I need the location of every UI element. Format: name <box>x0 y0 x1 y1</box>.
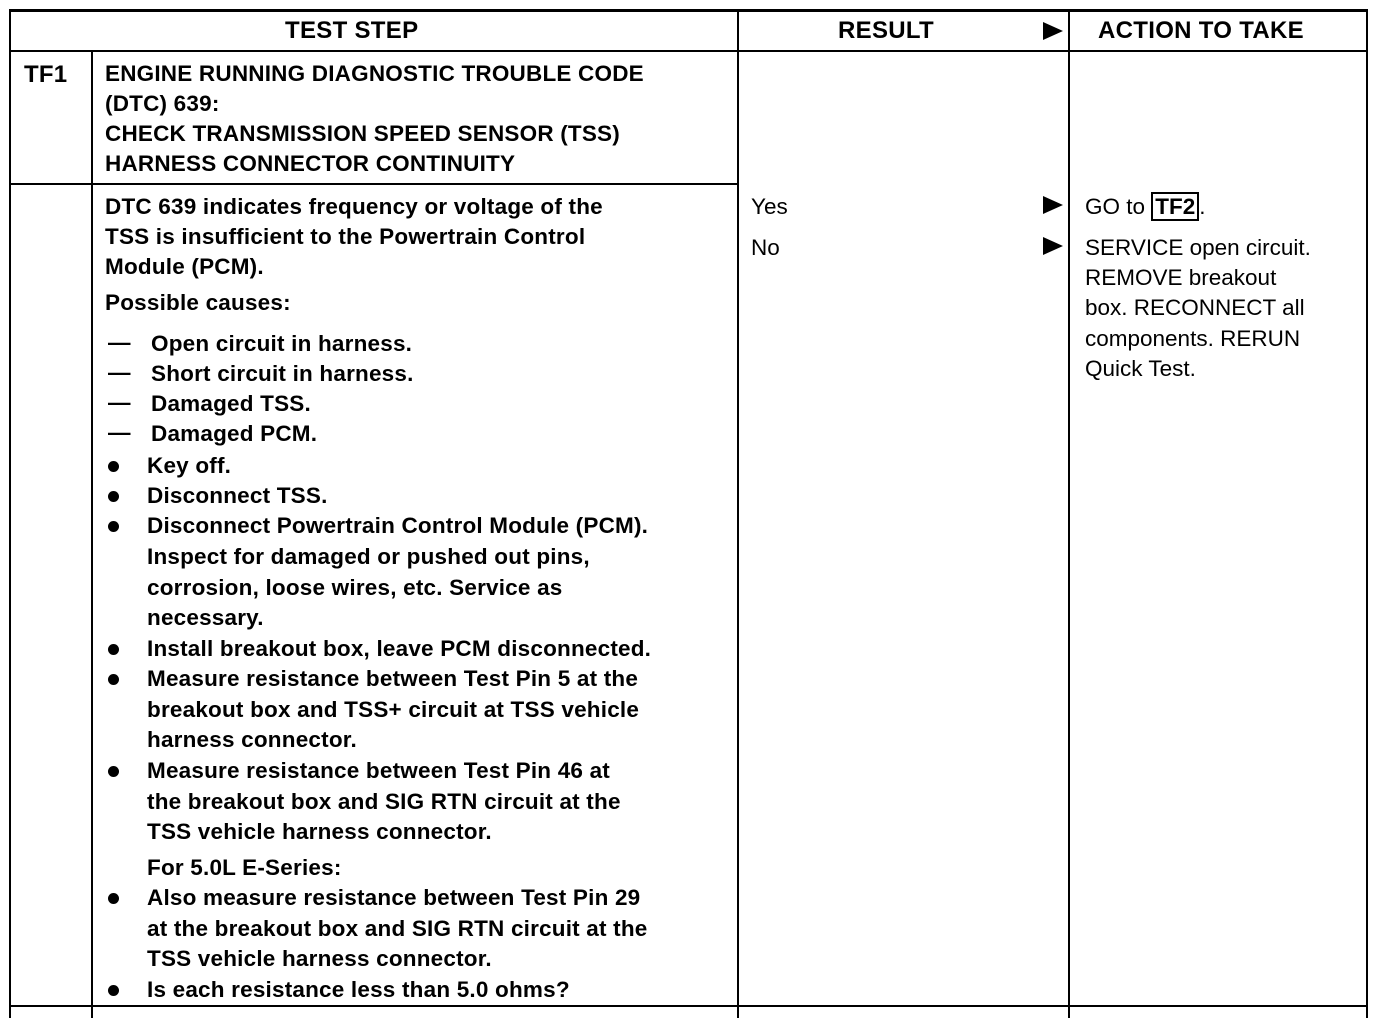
dash-icon: — <box>108 390 131 415</box>
bullet-line: harness connector. <box>147 727 357 752</box>
header-test-step: TEST STEP <box>285 17 419 44</box>
action-yes-suffix: . <box>1199 194 1206 219</box>
table-top-border <box>9 9 1368 12</box>
bullet-line: Is each resistance less than 5.0 ohms? <box>147 977 570 1002</box>
bullet-line: TSS vehicle harness connector. <box>147 946 492 971</box>
bullet-icon <box>108 521 119 532</box>
action-column-divider <box>1068 9 1070 1018</box>
header-arrow-icon <box>1043 22 1063 40</box>
header-action-to-take: ACTION TO TAKE <box>1098 17 1304 44</box>
description-line: TSS is insufficient to the Powertrain Control <box>105 224 586 249</box>
action-no-line: box. RECONNECT all <box>1085 295 1305 320</box>
title-bottom-border <box>9 183 737 185</box>
step-title-line: ENGINE RUNNING DIAGNOSTIC TROUBLE CODE <box>105 61 644 86</box>
bullet-line: TSS vehicle harness connector. <box>147 819 492 844</box>
result-column-divider <box>737 9 739 1018</box>
bullet-icon <box>108 491 119 502</box>
bullet-line: the breakout box and SIG RTN circuit at the <box>147 789 621 814</box>
table-right-border <box>1366 9 1368 1018</box>
description-line: DTC 639 indicates frequency or voltage of the <box>105 194 603 219</box>
header-bottom-border <box>9 50 1368 52</box>
bullet-line: Disconnect Powertrain Control Module (PCM). <box>147 513 649 538</box>
action-yes-prefix: GO to <box>1085 194 1152 219</box>
step-title-line: (DTC) 639: <box>105 91 220 116</box>
bullet-icon <box>108 766 119 777</box>
action-no-line: SERVICE open circuit. <box>1085 235 1311 260</box>
cause-item: Damaged TSS. <box>151 391 311 416</box>
result-no-label: No <box>751 235 780 260</box>
bullet-line: Also measure resistance between Test Pin 29 <box>147 885 641 910</box>
header-result: RESULT <box>838 17 935 44</box>
bullet-icon <box>108 644 119 655</box>
bullet-line: necessary. <box>147 605 264 630</box>
step-reference-tf2[interactable]: TF2 <box>1151 192 1199 221</box>
bullet-line: Key off. <box>147 453 232 478</box>
bullet-line: Install breakout box, leave PCM disconnected. <box>147 636 652 661</box>
action-no-line: REMOVE breakout <box>1085 265 1277 290</box>
step-id-divider <box>91 50 93 1018</box>
bullet-line: Disconnect TSS. <box>147 483 328 508</box>
step-id: TF1 <box>24 61 68 88</box>
bullet-line: breakout box and TSS+ circuit at TSS vehicle <box>147 697 640 722</box>
dash-icon: — <box>108 360 131 385</box>
action-yes <box>1085 192 1206 223</box>
bullet-icon <box>108 461 119 472</box>
cause-item: Damaged PCM. <box>151 421 318 446</box>
causes-heading: Possible causes: <box>105 290 291 315</box>
dash-icon: — <box>108 420 131 445</box>
bullet-icon <box>108 893 119 904</box>
arrow-right-icon <box>1043 237 1063 255</box>
bullet-line: Inspect for damaged or pushed out pins, <box>147 544 590 569</box>
bullet-line: Measure resistance between Test Pin 46 at <box>147 758 610 783</box>
action-no-line: components. RERUN <box>1085 326 1301 351</box>
step-title-line: CHECK TRANSMISSION SPEED SENSOR (TSS) <box>105 121 620 146</box>
dash-icon: — <box>108 330 131 355</box>
result-yes-label: Yes <box>751 194 788 219</box>
bullet-icon <box>108 674 119 685</box>
table-left-border <box>9 9 11 1018</box>
bullet-icon <box>108 985 119 996</box>
arrow-right-icon <box>1043 196 1063 214</box>
cause-item: Open circuit in harness. <box>151 331 413 356</box>
step-title-line: HARNESS CONNECTOR CONTINUITY <box>105 151 516 176</box>
action-no-line: Quick Test. <box>1085 356 1196 381</box>
bullet-line: at the breakout box and SIG RTN circuit at the <box>147 916 648 941</box>
bullet-line: Measure resistance between Test Pin 5 at the <box>147 666 639 691</box>
description-line: Module (PCM). <box>105 254 264 279</box>
cause-item: Short circuit in harness. <box>151 361 414 386</box>
bullet-line: corrosion, loose wires, etc. Service as <box>147 575 563 600</box>
subheading: For 5.0L E-Series: <box>147 855 342 880</box>
